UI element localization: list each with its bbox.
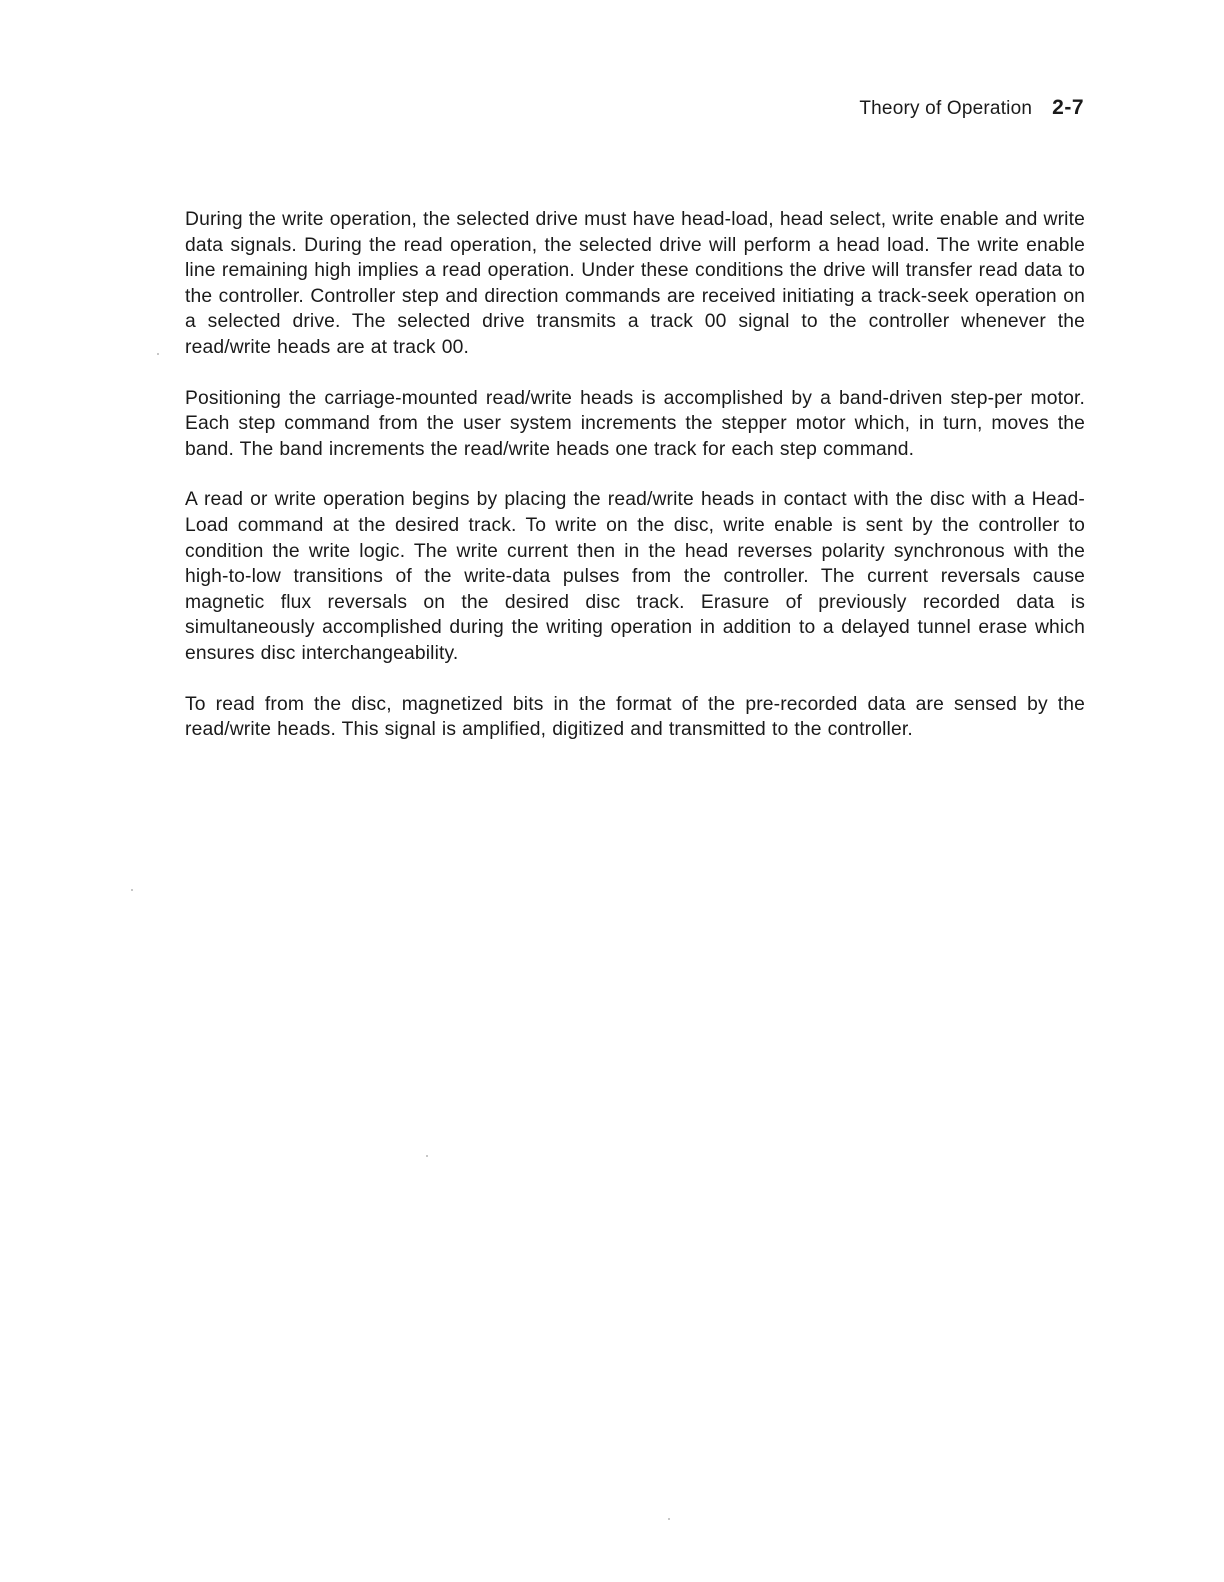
scan-speck: [668, 1518, 670, 1520]
paragraph-read-write-begin: A read or write operation begins by placing the read/write heads in contact with the disc with a Head-Load command at the desired track. To write on the disc, write enable is sent by the controller to condition the write logic. The write current then in the head reverses polarity synchronous with the high-to-low transitions of the write-data pulses from the controller. The current reversals cause magnetic flux reversals on the desired disc track. Erasure of previously recorded data is simultaneously accomplished during the writing operation in addition to a delayed tunnel erase which ensures disc interchangeability.: [185, 489, 1085, 664]
scan-speck: [426, 1155, 428, 1157]
paragraph-write-read-operation: During the write operation, the selected drive must have head-load, head select, write enable and write data signals. During the read operation, the selected drive will perform a head load. The write enable line remaining high implies a read operation. Under these conditions the drive will transfer read data to the controller. Controller step and direction commands are received initiating a track-seek operation on a selected drive. The selected drive transmits a track 00 signal to the controller whenever the read/write heads are at track 00.: [185, 209, 1085, 358]
body-text: [185, 207, 1085, 768]
running-head: [859, 96, 1084, 120]
page-number: 2-7: [1052, 96, 1084, 119]
scan-speck: [131, 889, 133, 891]
paragraph-read-from-disc: To read from the disc, magnetized bits in the format of the pre-recorded data are sensed by the read/write heads. This signal is amplified, digitized and transmitted to the controller.: [185, 693, 1085, 741]
paragraph-head-positioning: Positioning the carriage-mounted read/write heads is accomplished by a band-driven step-per motor. Each step command from the user system increments the stepper motor which, in turn, moves the band. The band increments the read/write heads one track for each step command.: [185, 387, 1085, 460]
running-title: Theory of Operation: [859, 98, 1033, 119]
scan-speck: [157, 353, 159, 355]
